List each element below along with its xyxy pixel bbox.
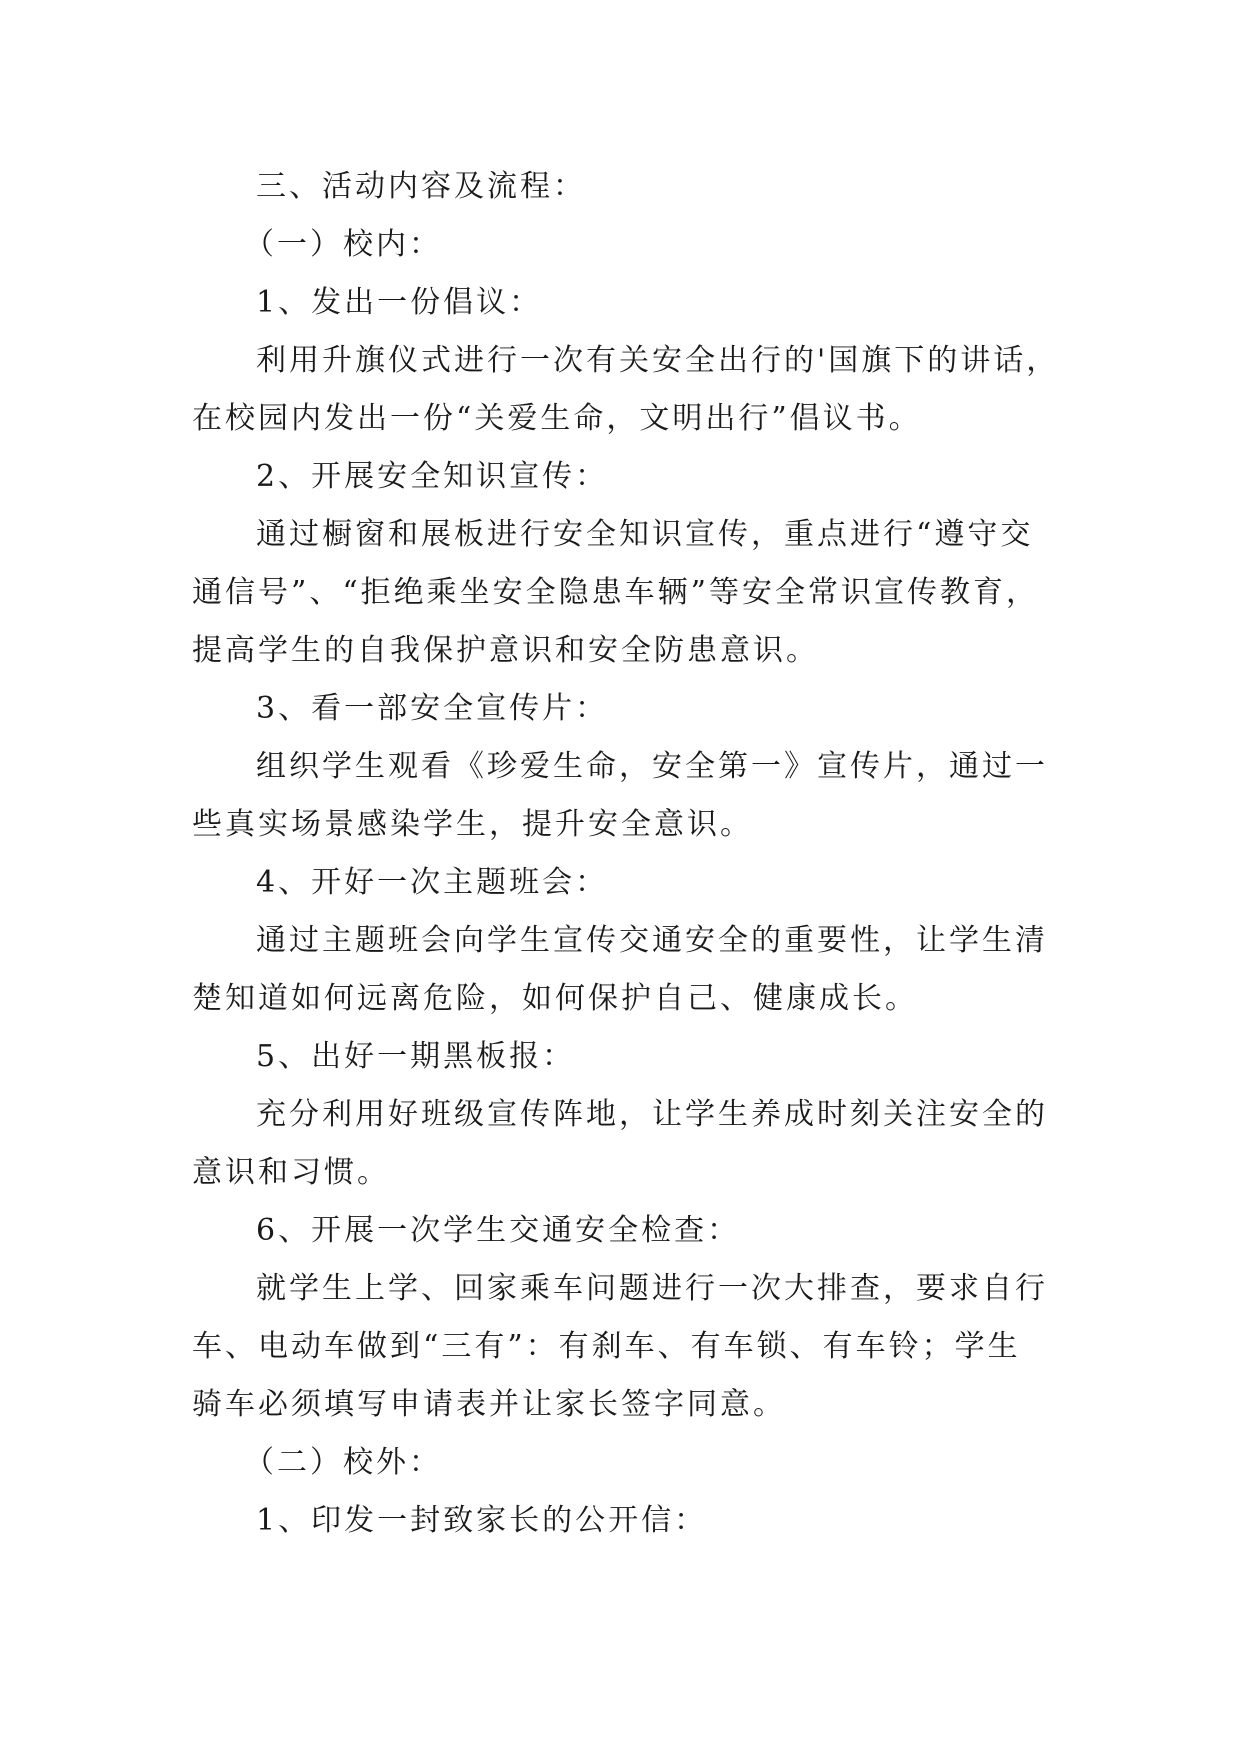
paragraph-line: 些真实场景感染学生，提升安全意识。: [192, 807, 753, 842]
paragraph-line: 组织学生观看《珍爱生命，安全第一》宣传片，通过一: [256, 749, 1048, 784]
paragraph-line: 骑车必须填写申请表并让家长签字同意。: [192, 1387, 786, 1422]
section-heading: 三、活动内容及流程：: [256, 169, 586, 204]
paragraph-line: 通信号”、“拒绝乘坐安全隐患车辆”等安全常识宣传教育，: [192, 575, 1040, 610]
paragraph-line: 车、电动车做到“三有”：有刹车、有车锁、有车铃；学生: [192, 1329, 1021, 1364]
paragraph-line: 意识和习惯。: [192, 1155, 390, 1190]
document-body: [192, 158, 1062, 1550]
item-heading: 5、出好一期黑板报：: [256, 1039, 576, 1074]
item-heading: 1、印发一封致家长的公开信：: [256, 1503, 708, 1538]
item-heading: 6、开展一次学生交通安全检查：: [256, 1213, 741, 1248]
item-heading: 4、开好一次主题班会：: [256, 865, 609, 900]
item-heading: 3、看一部安全宣传片：: [256, 691, 609, 726]
paragraph-line: 楚知道如何远离危险，如何保护自己、健康成长。: [192, 981, 918, 1016]
paragraph-line: 利用升旗仪式进行一次有关安全出行的'国旗下的讲话，: [256, 343, 1060, 378]
paragraph-line: 通过主题班会向学生宣传交通安全的重要性，让学生清: [256, 923, 1048, 958]
paragraph-line: 在校园内发出一份“关爱生命，文明出行”倡议书。: [192, 401, 922, 436]
paragraph-line: 就学生上学、回家乘车问题进行一次大排查，要求自行: [256, 1271, 1048, 1306]
paragraph-line: 充分利用好班级宣传阵地，让学生养成时刻关注安全的: [256, 1097, 1048, 1132]
paragraph-line: 提高学生的自我保护意识和安全防患意识。: [192, 633, 819, 668]
item-heading: 1、发出一份倡议：: [256, 285, 543, 320]
subsection-heading: （二）校外：: [244, 1445, 442, 1480]
subsection-heading: （一）校内：: [244, 227, 442, 262]
paragraph-line: 通过橱窗和展板进行安全知识宣传，重点进行“遵守交: [256, 517, 1034, 552]
item-heading: 2、开展安全知识宣传：: [256, 459, 609, 494]
